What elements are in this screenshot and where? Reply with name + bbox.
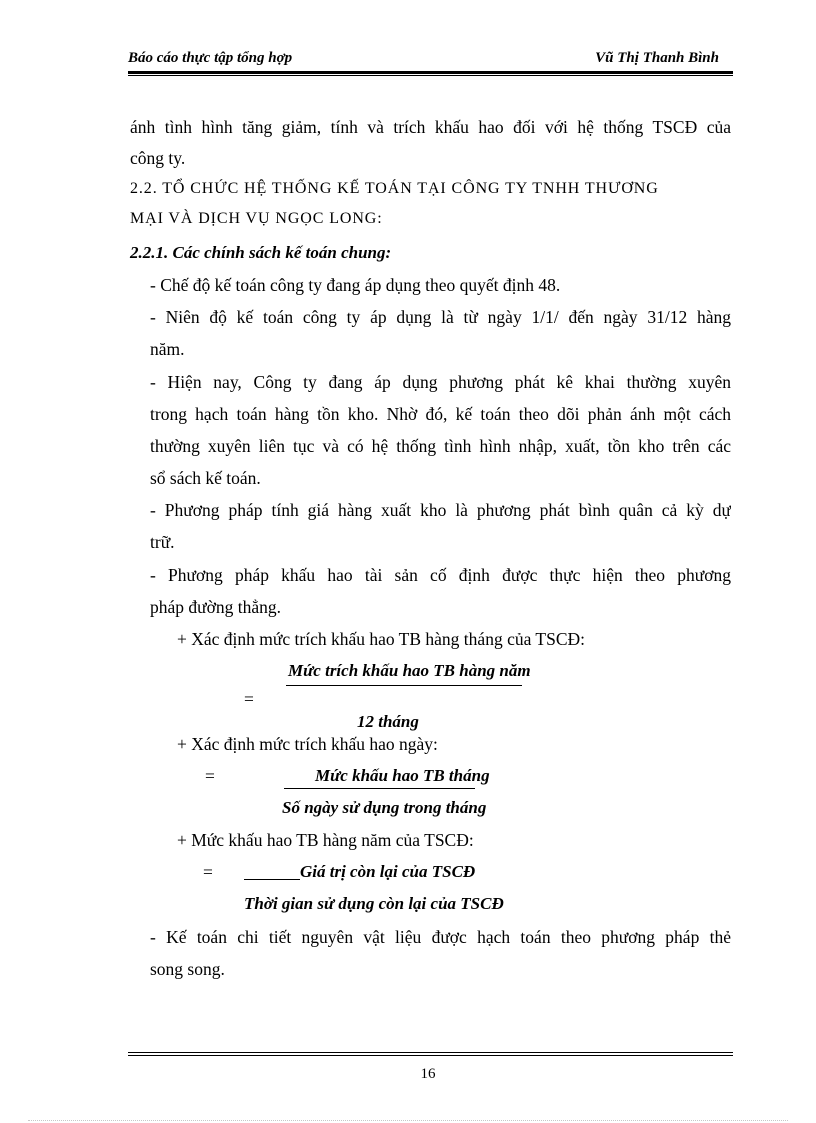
formula-label: + Mức khấu hao TB hàng năm của TSCĐ: — [177, 830, 474, 850]
section-heading-line: 2.2. TỔ CHỨC HỆ THỐNG KẾ TOÁN TẠI CÔNG TY TNHH THƯƠNG — [130, 180, 659, 197]
paragraph-line: ánh tình hình tăng giảm, tính và trích khấu hao đối với hệ thống TSCĐ của — [130, 117, 731, 137]
subsection-heading: 2.2.1. Các chính sách kế toán chung: — [130, 243, 392, 262]
formula-label: + Xác định mức trích khấu hao ngày: — [177, 734, 438, 754]
bullet-line: năm. — [150, 339, 185, 359]
header-rule-thick — [128, 71, 733, 74]
bullet-line: thường xuyên liên tục và có hệ thống tình hình nhập, xuất, tồn kho trên các — [150, 436, 731, 456]
formula-denominator: Số ngày sử dụng trong tháng — [282, 798, 487, 817]
bullet-line: - Phương pháp tính giá hàng xuất kho là phương phát bình quân cả kỳ dự — [150, 500, 731, 520]
header-rule-thin — [128, 75, 733, 76]
paragraph-line: công ty. — [130, 148, 186, 168]
bullet-line: - Phương pháp khấu hao tài sản cố định được thực hiện theo phương — [150, 565, 731, 585]
formula-label: + Xác định mức trích khấu hao TB hàng tháng của TSCĐ: — [177, 629, 586, 649]
bullet-line: - Chế độ kế toán công ty đang áp dụng theo quyết định 48. — [150, 275, 561, 295]
bullet-line: trong hạch toán hàng tồn kho. Nhờ đó, kế toán theo dõi phản ánh một cách — [150, 404, 731, 424]
equals-sign: = — [244, 689, 254, 709]
formula-numerator: Mức khấu hao TB tháng — [315, 766, 490, 785]
page-number: 16 — [420, 1066, 436, 1082]
equals-sign: = — [205, 766, 215, 786]
fraction-bar — [244, 879, 300, 880]
bullet-line: - Niên độ kế toán công ty áp dụng là từ ngày 1/1/ đến ngày 31/12 hàng — [150, 307, 731, 327]
formula-denominator: 12 tháng — [357, 712, 419, 731]
formula-numerator: Giá trị còn lại của TSCĐ — [300, 862, 476, 881]
header-report-title: Báo cáo thực tập tổng hợp — [128, 50, 293, 66]
fraction-bar — [284, 788, 475, 789]
section-heading-line: MẠI VÀ DỊCH VỤ NGỌC LONG: — [130, 210, 383, 227]
formula-numerator: Mức trích khấu hao TB hàng năm — [288, 661, 531, 680]
header-author: Vũ Thị Thanh Bình — [595, 50, 719, 66]
equals-sign: = — [203, 862, 213, 882]
bullet-line: trữ. — [150, 532, 175, 552]
bullet-line: - Hiện nay, Công ty đang áp dụng phương phát kê khai thường xuyên — [150, 372, 731, 392]
formula-denominator: Thời gian sử dụng còn lại của TSCĐ — [244, 894, 504, 913]
footer-rule-top — [128, 1052, 733, 1053]
bullet-line: - Kế toán chi tiết nguyên vật liệu được hạch toán theo phương pháp thẻ — [150, 927, 731, 947]
page-edge-dotted-line — [28, 1120, 788, 1121]
footer-rule-bottom — [128, 1055, 733, 1056]
fraction-bar — [286, 685, 522, 686]
page-header — [128, 48, 733, 72]
bullet-line: pháp đường thẳng. — [150, 597, 282, 617]
bullet-line: song song. — [150, 959, 225, 979]
bullet-line: sổ sách kế toán. — [150, 468, 261, 488]
